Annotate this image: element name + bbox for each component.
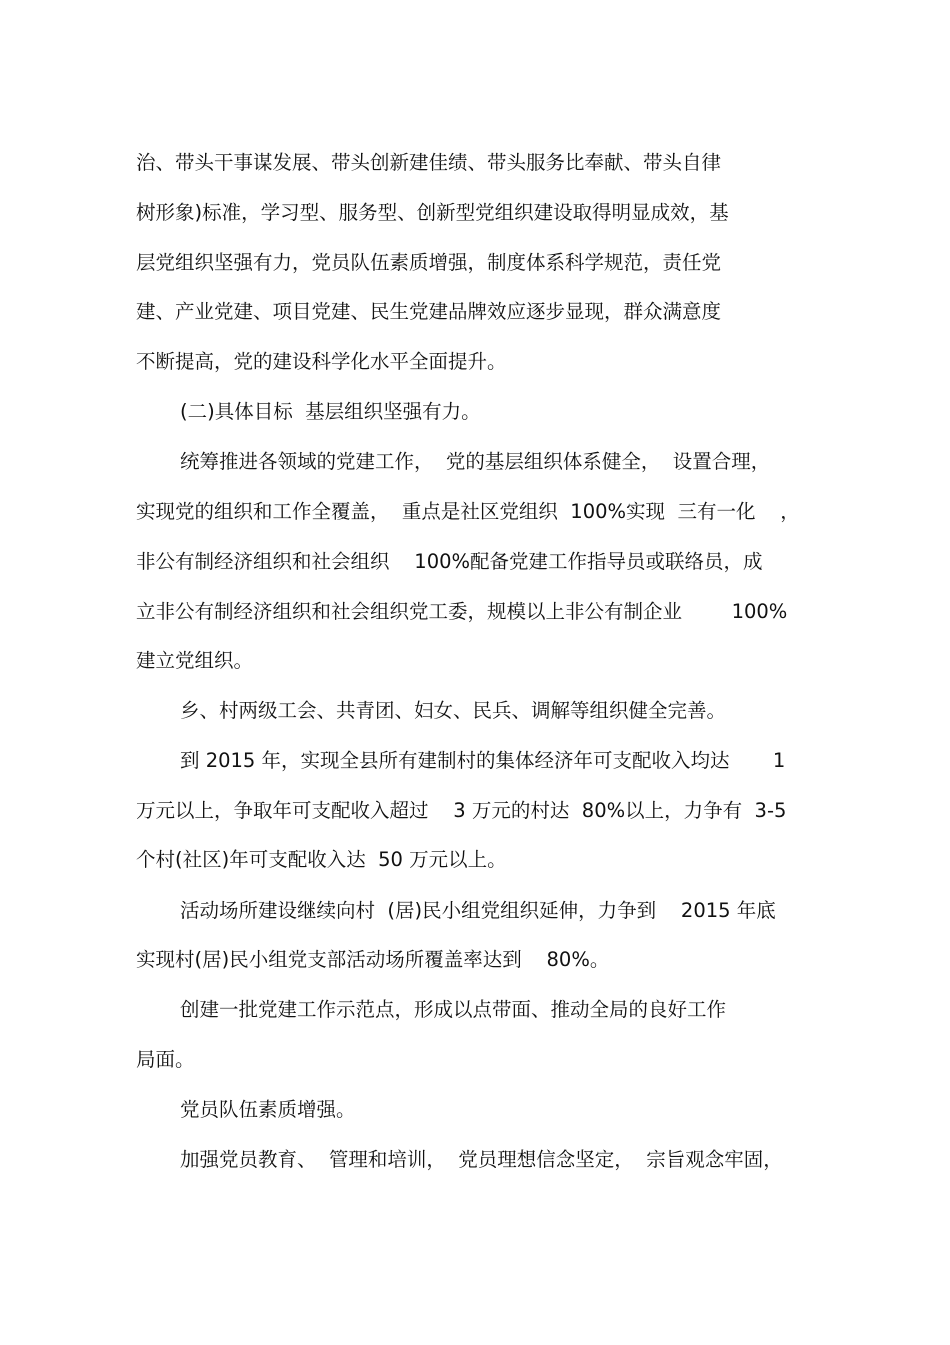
text-line: 万元以上，争取年可支配收入超过 3 万元的村达 80%以上，力争有 3-5 <box>136 799 787 822</box>
paragraph-line: 到 2015 年，实现全县所有建制村的集体经济年可支配收入均达 1 <box>180 749 786 772</box>
text-line: 树形象)标准，学习型、服务型、创新型党组织建设取得明显成效，基 <box>136 201 729 224</box>
text-line: 实现村(居)民小组党支部活动场所覆盖率达到 80%。 <box>136 948 610 971</box>
text-line: 建立党组织。 <box>136 649 254 672</box>
text-line: 非公有制经济组织和社会组织 100%配备党建工作指导员或联络员，成 <box>136 550 763 573</box>
text-line: 实现党的组织和工作全覆盖， 重点是社区党组织 100%实现 三有一化 ， <box>136 500 800 523</box>
text-line: 个村(社区)年可支配收入达 50 万元以上。 <box>136 848 507 871</box>
text-line: 层党组织坚强有力，党员队伍素质增强，制度体系科学规范，责任党 <box>136 251 722 274</box>
paragraph-line: 创建一批党建工作示范点，形成以点带面、推动全局的良好工作 <box>180 998 727 1021</box>
paragraph-line: 乡、村两级工会、共青团、妇女、民兵、调解等组织健全完善。 <box>180 699 727 722</box>
text-line: 局面。 <box>136 1048 195 1071</box>
text-line: 立非公有制经济组织和社会组织党工委，规模以上非公有制企业 100% <box>136 600 788 623</box>
text-line: 不断提高，党的建设科学化水平全面提升。 <box>136 350 507 373</box>
paragraph-line: 活动场所建设继续向村 (居)民小组党组织延伸，力争到 2015 年底 <box>180 899 776 922</box>
paragraph-line: 统筹推进各领域的党建工作， 党的基层组织体系健全， 设置合理， <box>180 450 771 473</box>
section-heading: (二)具体目标 基层组织坚强有力。 <box>180 400 481 423</box>
text-line: 建、产业党建、项目党建、民生党建品牌效应逐步显现，群众满意度 <box>136 300 722 323</box>
section-heading: 党员队伍素质增强。 <box>180 1098 356 1121</box>
paragraph-line: 加强党员教育、 管理和培训， 党员理想信念坚定， 宗旨观念牢固， <box>180 1148 783 1171</box>
text-line: 治、带头干事谋发展、带头创新建佳绩、带头服务比奉献、带头自律 <box>136 151 722 174</box>
